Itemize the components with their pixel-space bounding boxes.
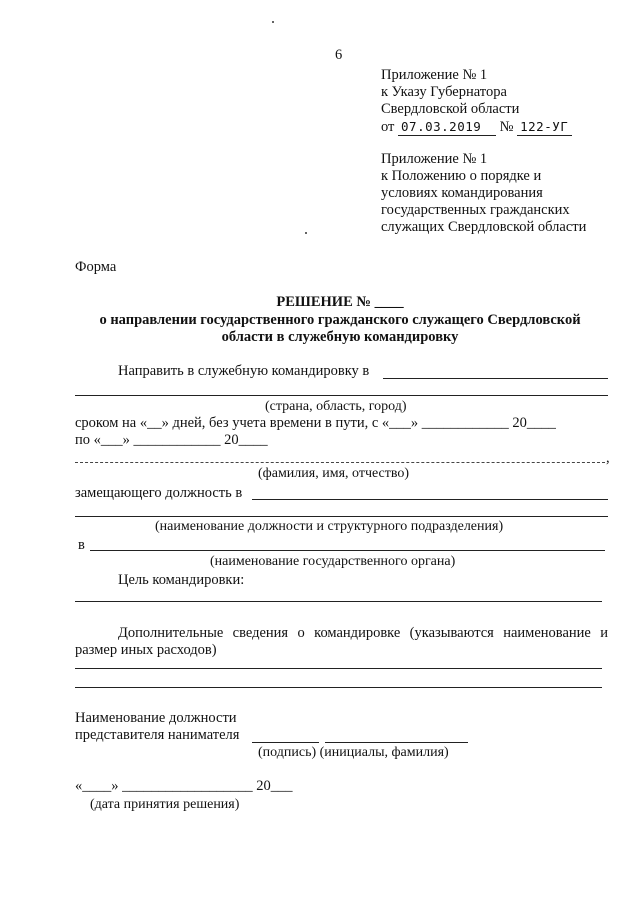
organization-line [90, 550, 605, 551]
scan-speck [305, 232, 307, 234]
number-label: № [499, 119, 514, 135]
page-number: 6 [335, 47, 343, 63]
extra-info-line: Дополнительные сведения о командировке (указываются наименование и [118, 625, 608, 641]
caption-signature: (подпись) (инициалы, фамилия) [258, 745, 449, 760]
employee-name-line [75, 462, 605, 463]
appendix-line: Свердловской области [381, 101, 520, 117]
caption-position: (наименование должности и структурного подразделения) [155, 519, 504, 534]
document-title: РЕШЕНИЕ № ____ [276, 294, 404, 310]
appendix-line: к Указу Губернатора [381, 84, 507, 100]
appendix-title: Приложение № 1 [381, 151, 488, 167]
term-line: сроком на «__» дней, без учета времени в пути, с «___» ____________ 20____ [75, 415, 556, 431]
destination-line [75, 395, 608, 396]
caption-name: (фамилия, имя, отчество) [258, 466, 410, 481]
destination-line [383, 378, 608, 379]
extra-info-line-blank [75, 668, 602, 669]
extra-info-line-blank [75, 687, 602, 688]
position-line [75, 516, 608, 517]
signature-label: Наименование должности [75, 710, 237, 726]
decree-number: 122-УГ [517, 118, 572, 136]
appendix-date-number [381, 118, 572, 136]
comma: , [606, 450, 610, 466]
caption-place: (страна, область, город) [265, 399, 407, 414]
caption-organization: (наименование государственного органа) [210, 554, 456, 569]
send-to-label: Направить в служебную командировку в [118, 363, 370, 379]
signature-line [252, 742, 319, 743]
appendix-line: государственных гражданских [381, 202, 570, 218]
signature-label: представителя нанимателя [75, 727, 240, 743]
appendix-line: к Положению о порядке и [381, 168, 542, 184]
document-subtitle: области в служебную командировку [221, 329, 459, 345]
scan-speck [272, 21, 274, 23]
purpose-line [75, 601, 602, 602]
position-label: замещающего должность в [75, 485, 243, 501]
purpose-label: Цель командировки: [118, 572, 245, 588]
position-line [252, 499, 608, 500]
form-label: Форма [75, 259, 117, 275]
document-subtitle: о направлении государственного гражданского служащего Свердловской [99, 312, 581, 328]
decree-date: 07.03.2019 [398, 118, 496, 136]
appendix-line: служащих Свердловской области [381, 219, 587, 235]
extra-info-line: размер иных расходов) [75, 642, 217, 658]
caption-decision-date: (дата принятия решения) [90, 797, 240, 812]
in-label: в [78, 537, 85, 553]
appendix-title: Приложение № 1 [381, 67, 488, 83]
term-to-line: по «___» ____________ 20____ [75, 432, 268, 448]
decision-date-line: «____» __________________ 20___ [75, 778, 293, 794]
initials-line [325, 742, 468, 743]
appendix-line: условиях командирования [381, 185, 543, 201]
from-label: от [381, 119, 395, 135]
